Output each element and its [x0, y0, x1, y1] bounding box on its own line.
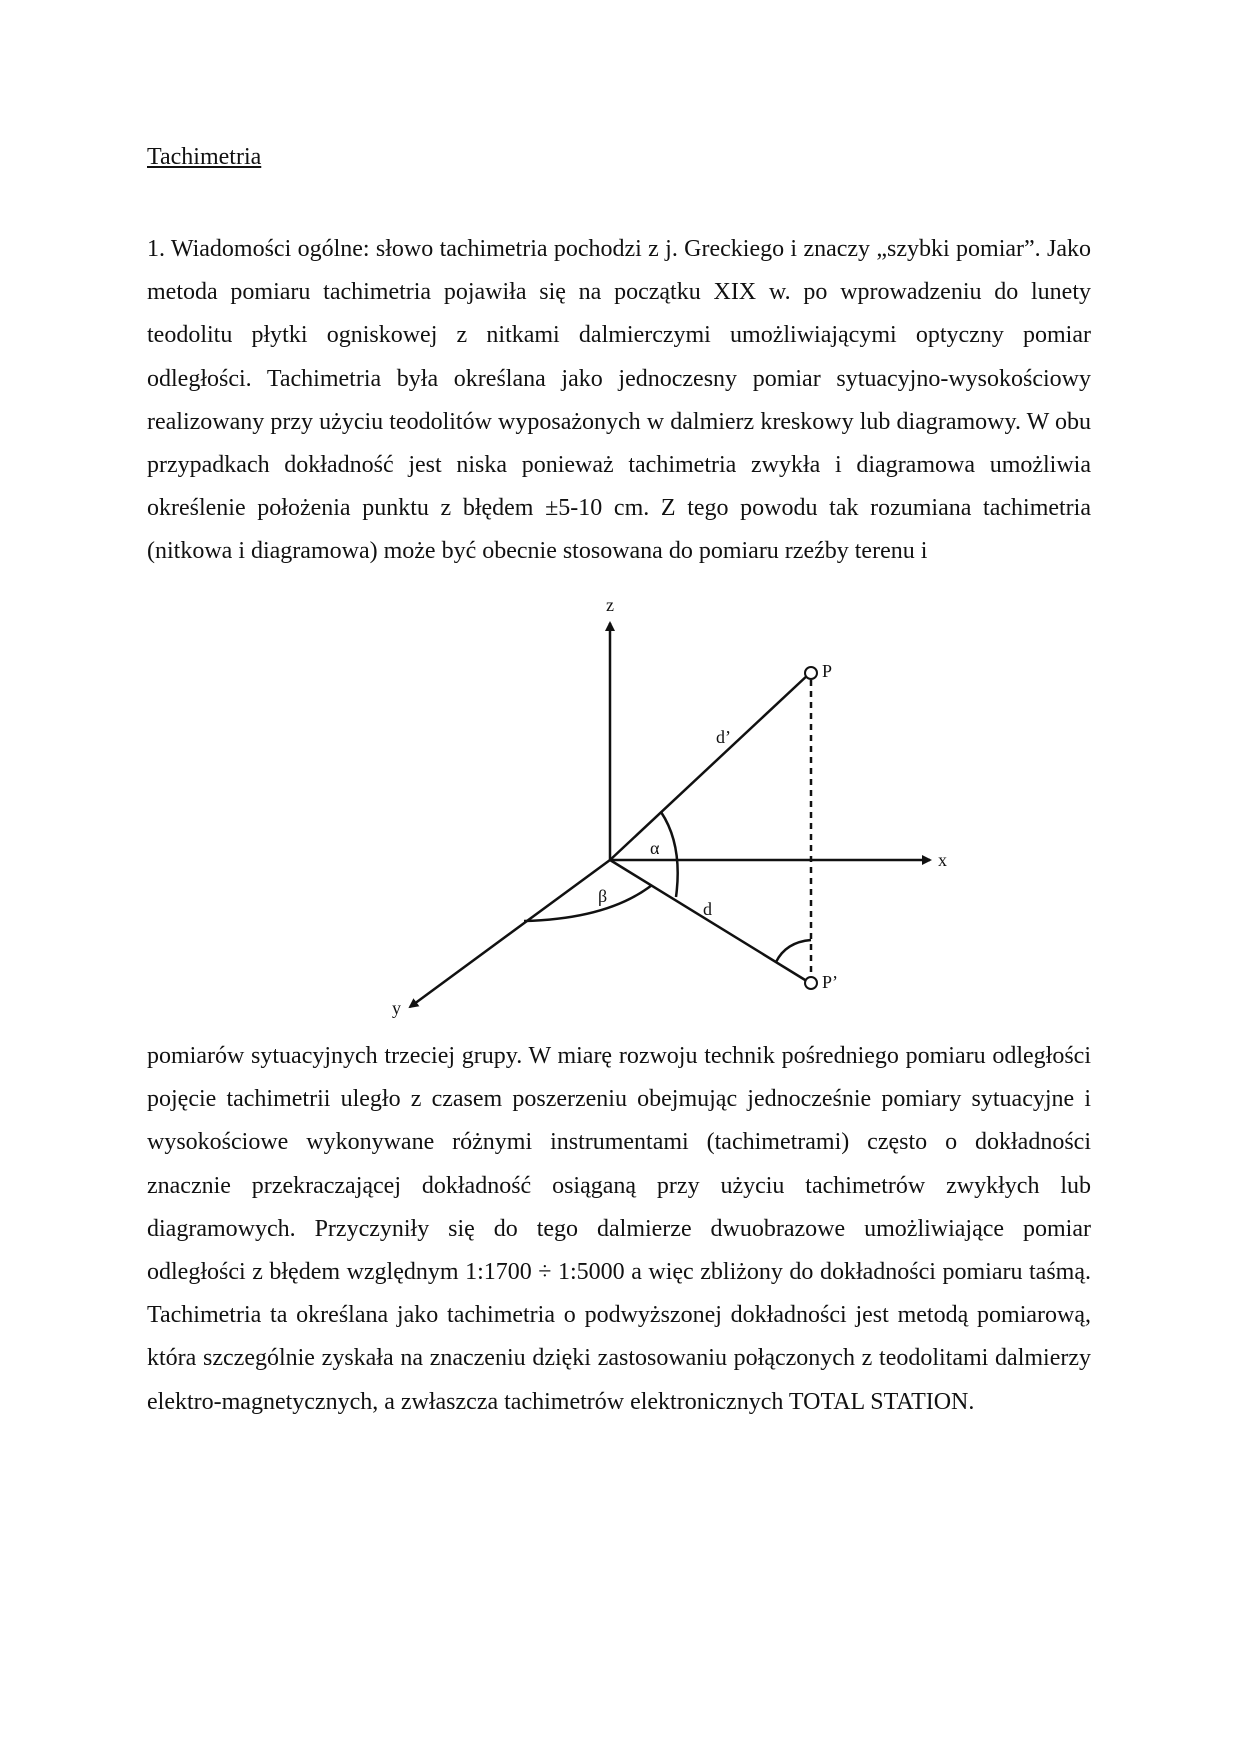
label-d: d	[703, 899, 712, 919]
slope-distance-line	[610, 673, 810, 860]
label-alpha: α	[650, 838, 660, 858]
label-y: y	[392, 998, 401, 1018]
label-z: z	[606, 595, 614, 615]
y-axis	[410, 860, 610, 1007]
label-P: P	[822, 661, 833, 681]
right-angle-arc	[776, 940, 811, 962]
horizontal-distance-line	[610, 860, 810, 983]
tachymetry-diagram	[380, 595, 980, 1035]
alpha-arc	[661, 812, 678, 897]
beta-arc	[524, 885, 652, 921]
label-d-prime: d’	[716, 727, 731, 747]
paragraph-continued: pomiarów sytuacyjnych trzeciej grupy. W miarę rozwoju technik pośredniego pomiaru odległości pojęcie tachimetrii uległo z czasem poszerzeniu obejmując jednocześnie pomiary sytuacyjne i wysokościowe wykonywane różnymi instrumentami (tachimetrami) często o dokładności znacznie przekraczającej dokładność osiąganą przy użyciu tachimetrów zwykłych lub diagramowych. Przyczyniły się do tego dalmierze dwuobrazowe umożliwiające pomiar odległości z błędem względnym 1:1700 ÷ 1:5000 a więc zbliżony do dokładności pomiaru taśmą. Tachimetria ta określana jako tachimetria o podwyższonej dokładności jest metodą pomiarową, która szczególnie zyskała na znaczeniu dzięki zastosowaniu połączonych z teodolitami dalmierzy elektro-magnetycznych, a zwłaszcza tachimetrów elektronicznych TOTAL STATION.	[147, 1043, 1091, 1415]
page-title: Tachimetria	[147, 144, 262, 170]
label-P-prime: P’	[822, 972, 839, 992]
label-beta: β	[598, 886, 608, 906]
diagram-svg	[380, 595, 980, 1035]
label-x: x	[938, 850, 947, 870]
point-P-prime	[805, 977, 817, 989]
point-P	[805, 667, 817, 679]
paragraph-intro: 1. Wiadomości ogólne: słowo tachimetria pochodzi z j. Greckiego i znaczy „szybki pomiar”. Jako metoda pomiaru tachimetria pojawiła się na początku XIX w. po wprowadzeniu do lunety teodolitu płytki ogniskowej z nitkami dalmierczymi umożliwiającymi optyczny pomiar odległości. Tachimetria była określana jako jednoczesny pomiar sytuacyjno-wysokościowy realizowany przy użyciu teodolitów wyposażonych w dalmierz kreskowy lub diagramowy. W obu przypadkach dokładność jest niska ponieważ tachimetria zwykła i diagramowa umożliwia określenie położenia punktu z błędem ±5-10 cm. Z tego powodu tak rozumiana tachimetria (nitkowa i diagramowa) może być obecnie stosowana do pomiaru rzeźby terenu i	[147, 236, 1091, 565]
